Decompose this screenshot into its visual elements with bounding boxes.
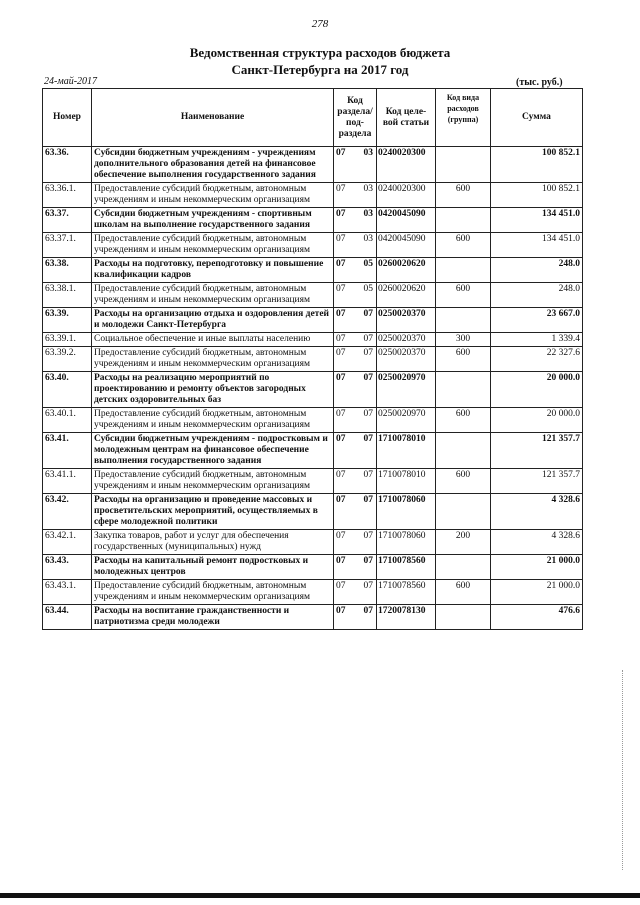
row-number: 63.39.2.	[43, 347, 92, 372]
row-expense-type: 600	[436, 183, 491, 208]
header-expense-type-code: Код вида расходов (группа)	[436, 89, 491, 147]
row-target-code: 1720078130	[377, 605, 436, 630]
row-expense-type: 600	[436, 408, 491, 433]
row-amount: 121 357.7	[491, 469, 583, 494]
row-target-code: 1710078560	[377, 580, 436, 605]
row-amount: 4 328.6	[491, 530, 583, 555]
row-expense-type	[436, 147, 491, 183]
table-row	[43, 208, 583, 233]
row-amount: 1 339.4	[491, 333, 583, 347]
row-section-code	[334, 208, 377, 233]
row-number: 63.36.1.	[43, 183, 92, 208]
row-name: Расходы на воспитание гражданственности и патриотизма среди молодежи	[92, 605, 334, 630]
row-target-code: 0250020970	[377, 372, 436, 408]
row-name: Предоставление субсидий бюджетным, автономным учреждениям и иным некоммерческим организациям	[92, 233, 334, 258]
row-number: 63.38.1.	[43, 283, 92, 308]
section-code: 07	[336, 309, 346, 319]
row-target-code: 0250020370	[377, 308, 436, 333]
row-target-code: 1710078060	[377, 530, 436, 555]
row-section-code	[334, 580, 377, 605]
subsection-code: 07	[363, 470, 373, 480]
row-section-code	[334, 605, 377, 630]
row-number: 63.37.	[43, 208, 92, 233]
row-expense-type	[436, 555, 491, 580]
budget-table	[42, 88, 583, 630]
table-row	[43, 372, 583, 408]
subsection-code: 07	[363, 409, 373, 419]
row-name: Расходы на подготовку, переподготовку и повышение квалификации кадров	[92, 258, 334, 283]
row-target-code: 0260020620	[377, 258, 436, 283]
table-row	[43, 258, 583, 283]
row-section-code	[334, 347, 377, 372]
row-amount: 134 451.0	[491, 208, 583, 233]
subsection-code: 05	[363, 259, 373, 269]
row-target-code: 0240020300	[377, 147, 436, 183]
section-code: 07	[336, 209, 346, 219]
section-code: 07	[336, 234, 346, 244]
table-row	[43, 580, 583, 605]
row-section-code	[334, 469, 377, 494]
row-name: Предоставление субсидий бюджетным, автономным учреждениям и иным некоммерческим организациям	[92, 408, 334, 433]
subsection-code: 03	[363, 209, 373, 219]
title-line-2: Санкт-Петербурга на 2017 год	[231, 62, 409, 77]
row-target-code: 0250020370	[377, 347, 436, 372]
row-section-code	[334, 333, 377, 347]
section-code: 07	[336, 409, 346, 419]
row-expense-type: 600	[436, 347, 491, 372]
row-number: 63.37.1.	[43, 233, 92, 258]
subsection-code: 07	[363, 334, 373, 344]
row-target-code: 1710078010	[377, 469, 436, 494]
row-target-code: 0240020300	[377, 183, 436, 208]
row-name: Предоставление субсидий бюджетным, автономным учреждениям и иным некоммерческим организациям	[92, 580, 334, 605]
table-row	[43, 605, 583, 630]
header-amount: Сумма	[491, 89, 583, 147]
row-number: 63.42.1.	[43, 530, 92, 555]
table-row	[43, 308, 583, 333]
row-section-code	[334, 433, 377, 469]
subsection-code: 07	[363, 495, 373, 505]
header-section-code: Код раздела/ под- раздела	[334, 89, 377, 147]
table-row	[43, 530, 583, 555]
table-row	[43, 147, 583, 183]
row-number: 63.39.	[43, 308, 92, 333]
row-amount: 22 327.6	[491, 347, 583, 372]
row-name: Расходы на реализацию мероприятий по проектированию и ремонту объектов загородных детских оздоровительных баз	[92, 372, 334, 408]
row-number: 63.43.1.	[43, 580, 92, 605]
table-row	[43, 408, 583, 433]
row-name: Предоставление субсидий бюджетным, автономным учреждениям и иным некоммерческим организациям	[92, 347, 334, 372]
row-expense-type: 600	[436, 233, 491, 258]
row-target-code: 0250020970	[377, 408, 436, 433]
table-row	[43, 233, 583, 258]
row-number: 63.38.	[43, 258, 92, 283]
units-label: (тыс. руб.)	[516, 77, 563, 88]
row-name: Закупка товаров, работ и услуг для обеспечения государственных (муниципальных) нужд	[92, 530, 334, 555]
row-section-code	[334, 147, 377, 183]
subsection-code: 07	[363, 373, 373, 383]
row-number: 63.39.1.	[43, 333, 92, 347]
row-number: 63.41.	[43, 433, 92, 469]
row-target-code: 1710078560	[377, 555, 436, 580]
table-row	[43, 555, 583, 580]
row-section-code	[334, 530, 377, 555]
subsection-code: 07	[363, 434, 373, 444]
header-number: Номер	[43, 89, 92, 147]
table-row	[43, 347, 583, 372]
row-number: 63.40.	[43, 372, 92, 408]
margin-dotted-line	[622, 670, 624, 870]
section-code: 07	[336, 581, 346, 591]
document-date: 24-май-2017	[44, 76, 98, 87]
table-row	[43, 333, 583, 347]
row-amount: 21 000.0	[491, 555, 583, 580]
table-header-row	[43, 89, 583, 147]
subsection-code: 07	[363, 606, 373, 616]
row-expense-type	[436, 372, 491, 408]
row-name: Субсидии бюджетным учреждениям - учреждениям дополнительного образования детей на финансовое обеспечение выполнения государственного задания	[92, 147, 334, 183]
subsection-code: 07	[363, 531, 373, 541]
row-name: Субсидии бюджетным учреждениям - спортивным школам на выполнение государственного задания	[92, 208, 334, 233]
section-code: 07	[336, 556, 346, 566]
row-expense-type	[436, 258, 491, 283]
row-expense-type	[436, 433, 491, 469]
section-code: 07	[336, 531, 346, 541]
row-name: Социальное обеспечение и иные выплаты населению	[92, 333, 334, 347]
row-section-code	[334, 308, 377, 333]
row-amount: 20 000.0	[491, 372, 583, 408]
subsection-code: 03	[363, 148, 373, 158]
document-title	[0, 44, 640, 78]
row-amount: 20 000.0	[491, 408, 583, 433]
row-name: Расходы на организацию и проведение массовых и просветительских мероприятий, осуществляемых в сфере молодежной политики	[92, 494, 334, 530]
row-section-code	[334, 258, 377, 283]
row-target-code: 1710078010	[377, 433, 436, 469]
section-code: 07	[336, 470, 346, 480]
row-section-code	[334, 494, 377, 530]
row-section-code	[334, 408, 377, 433]
subsection-code: 03	[363, 184, 373, 194]
row-section-code	[334, 372, 377, 408]
row-amount: 4 328.6	[491, 494, 583, 530]
row-amount: 134 451.0	[491, 233, 583, 258]
row-number: 63.44.	[43, 605, 92, 630]
section-code: 07	[336, 348, 346, 358]
row-section-code	[334, 283, 377, 308]
row-number: 63.36.	[43, 147, 92, 183]
row-name: Расходы на капитальный ремонт подростковых и молодежных центров	[92, 555, 334, 580]
subsection-code: 07	[363, 581, 373, 591]
header-name: Наименование	[92, 89, 334, 147]
page-number: 278	[311, 18, 329, 30]
row-amount: 248.0	[491, 283, 583, 308]
row-target-code: 0420045090	[377, 208, 436, 233]
subsection-code: 07	[363, 348, 373, 358]
row-name: Предоставление субсидий бюджетным, автономным учреждениям и иным некоммерческим организациям	[92, 469, 334, 494]
scan-bottom-edge	[0, 893, 640, 898]
row-expense-type: 600	[436, 469, 491, 494]
row-expense-type: 200	[436, 530, 491, 555]
section-code: 07	[336, 434, 346, 444]
row-name: Субсидии бюджетным учреждениям - подростковым и молодежным центрам на финансовое обеспечение выполнения государственного задания	[92, 433, 334, 469]
table-row	[43, 283, 583, 308]
row-name: Расходы на организацию отдыха и оздоровления детей и молодежи Санкт-Петербурга	[92, 308, 334, 333]
row-section-code	[334, 233, 377, 258]
table-row	[43, 469, 583, 494]
subsection-code: 07	[363, 556, 373, 566]
row-amount: 100 852.1	[491, 183, 583, 208]
title-line-1: Ведомственная структура расходов бюджета	[189, 45, 451, 60]
row-expense-type: 600	[436, 283, 491, 308]
section-code: 07	[336, 495, 346, 505]
row-section-code	[334, 555, 377, 580]
subsection-code: 05	[363, 284, 373, 294]
row-amount: 21 000.0	[491, 580, 583, 605]
row-amount: 23 667.0	[491, 308, 583, 333]
row-number: 63.43.	[43, 555, 92, 580]
row-amount: 100 852.1	[491, 147, 583, 183]
table-body	[43, 147, 583, 630]
row-expense-type	[436, 494, 491, 530]
row-name: Предоставление субсидий бюджетным, автономным учреждениям и иным некоммерческим организациям	[92, 183, 334, 208]
row-number: 63.41.1.	[43, 469, 92, 494]
section-code: 07	[336, 148, 346, 158]
row-expense-type	[436, 208, 491, 233]
row-name: Предоставление субсидий бюджетным, автономным учреждениям и иным некоммерческим организациям	[92, 283, 334, 308]
table-row	[43, 494, 583, 530]
subsection-code: 07	[363, 309, 373, 319]
row-amount: 476.6	[491, 605, 583, 630]
header-target-code: Код целе- вой статьи	[377, 89, 436, 147]
table-row	[43, 183, 583, 208]
row-number: 63.40.1.	[43, 408, 92, 433]
row-target-code: 0260020620	[377, 283, 436, 308]
row-expense-type	[436, 308, 491, 333]
row-target-code: 0250020370	[377, 333, 436, 347]
row-target-code: 0420045090	[377, 233, 436, 258]
section-code: 07	[336, 373, 346, 383]
section-code: 07	[336, 284, 346, 294]
row-expense-type: 600	[436, 580, 491, 605]
row-expense-type: 300	[436, 333, 491, 347]
section-code: 07	[336, 259, 346, 269]
row-amount: 121 357.7	[491, 433, 583, 469]
section-code: 07	[336, 606, 346, 616]
section-code: 07	[336, 334, 346, 344]
section-code: 07	[336, 184, 346, 194]
row-section-code	[334, 183, 377, 208]
row-amount: 248.0	[491, 258, 583, 283]
row-target-code: 1710078060	[377, 494, 436, 530]
row-number: 63.42.	[43, 494, 92, 530]
subsection-code: 03	[363, 234, 373, 244]
row-expense-type	[436, 605, 491, 630]
table-row	[43, 433, 583, 469]
